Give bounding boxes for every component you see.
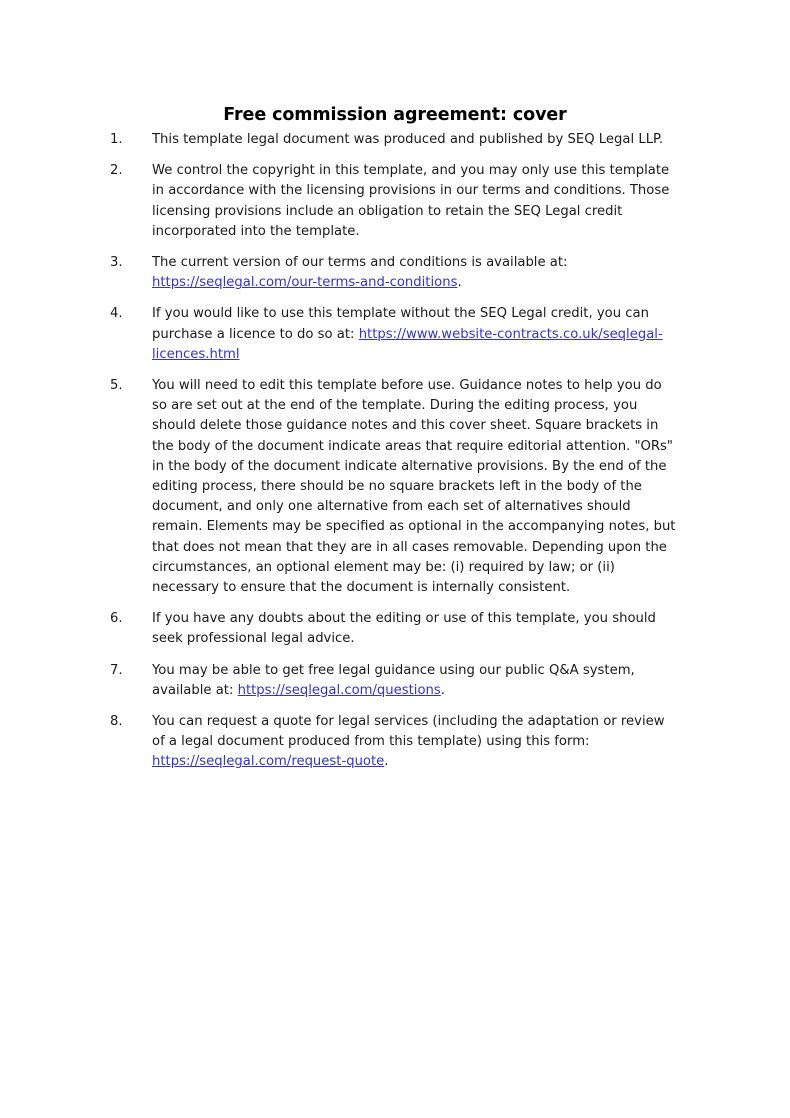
clause-text xyxy=(152,253,680,293)
text-run: We control the copyright in this template, and you may only use this template in accordance with the licensing provisions in our terms and conditions. Those licensing provisions include an obligation to retain the SEQ Legal credit incorporated into the template. xyxy=(152,163,670,239)
text-run: If you have any doubts about the editing or use of this template, you should seek professional legal advice. xyxy=(152,611,656,647)
clause-text xyxy=(152,609,680,649)
clause-number: 7. xyxy=(110,662,123,678)
clause-text xyxy=(152,161,680,242)
clause-number: 2. xyxy=(110,163,123,179)
clause-text xyxy=(152,376,680,598)
clause-number: 6. xyxy=(110,611,123,627)
clause-item xyxy=(110,253,680,293)
text-run: If you would like to use this template without the SEQ Legal credit, you can purchase a licence to do so at: xyxy=(152,306,649,342)
text-run: . xyxy=(384,754,389,770)
hyperlink[interactable]: https://www.website-contracts.co.uk/seqlegal-licences.html xyxy=(152,326,663,362)
clause-number: 1. xyxy=(110,132,123,147)
clause-text xyxy=(152,304,680,365)
text-run: You may be able to get free legal guidance using our public Q&A system, available at: xyxy=(152,662,635,698)
clause-item xyxy=(110,161,680,242)
text-run: This template legal document was produced and published by SEQ Legal LLP. xyxy=(152,132,664,147)
hyperlink[interactable]: https://seqlegal.com/request-quote xyxy=(152,754,385,770)
clause-item xyxy=(110,661,680,701)
clause-item xyxy=(110,130,680,150)
text-run: . xyxy=(440,682,445,698)
clause-item xyxy=(110,304,680,365)
clause-text xyxy=(152,712,680,773)
clause-number: 8. xyxy=(110,714,123,730)
clause-item xyxy=(110,376,680,598)
text-run: The current version of our terms and conditions is available at: xyxy=(152,255,568,271)
text-run: You will need to edit this template before use. Guidance notes to help you do so are set out at the end of the template. During the editing process, you should delete those guidance notes and this cover sheet. Square brackets in the body of the document indicate areas that require editorial attention. "ORs" in the body of the document indicate alternative provisions. By the end of the editing process, there should be no square brackets left in the body of the document, and only one alternative from each set of alternatives should remain. Elements may be specified as optional in the accompanying notes, but that does not mean that they are in all cases removable. Depending upon the circumstances, an optional element may be: (i) required by law; or (ii) necessary to ensure that the document is internally consistent. xyxy=(152,378,676,596)
clause-number: 3. xyxy=(110,255,123,271)
clause-item xyxy=(110,609,680,649)
clause-text xyxy=(152,661,680,701)
clause-text xyxy=(152,130,680,150)
text-run: . xyxy=(457,275,462,291)
clause-list xyxy=(110,130,680,773)
clause-number: 4. xyxy=(110,306,123,322)
hyperlink[interactable]: https://seqlegal.com/questions xyxy=(237,682,441,698)
hyperlink[interactable]: https://seqlegal.com/our-terms-and-conditions xyxy=(152,275,458,291)
page-title: Free commission agreement: cover xyxy=(223,104,567,125)
clause-item xyxy=(110,712,680,773)
text-run: You can request a quote for legal services (including the adaptation or review of a legal document produced from this template) using this form: xyxy=(152,714,665,750)
clause-number: 5. xyxy=(110,378,123,394)
